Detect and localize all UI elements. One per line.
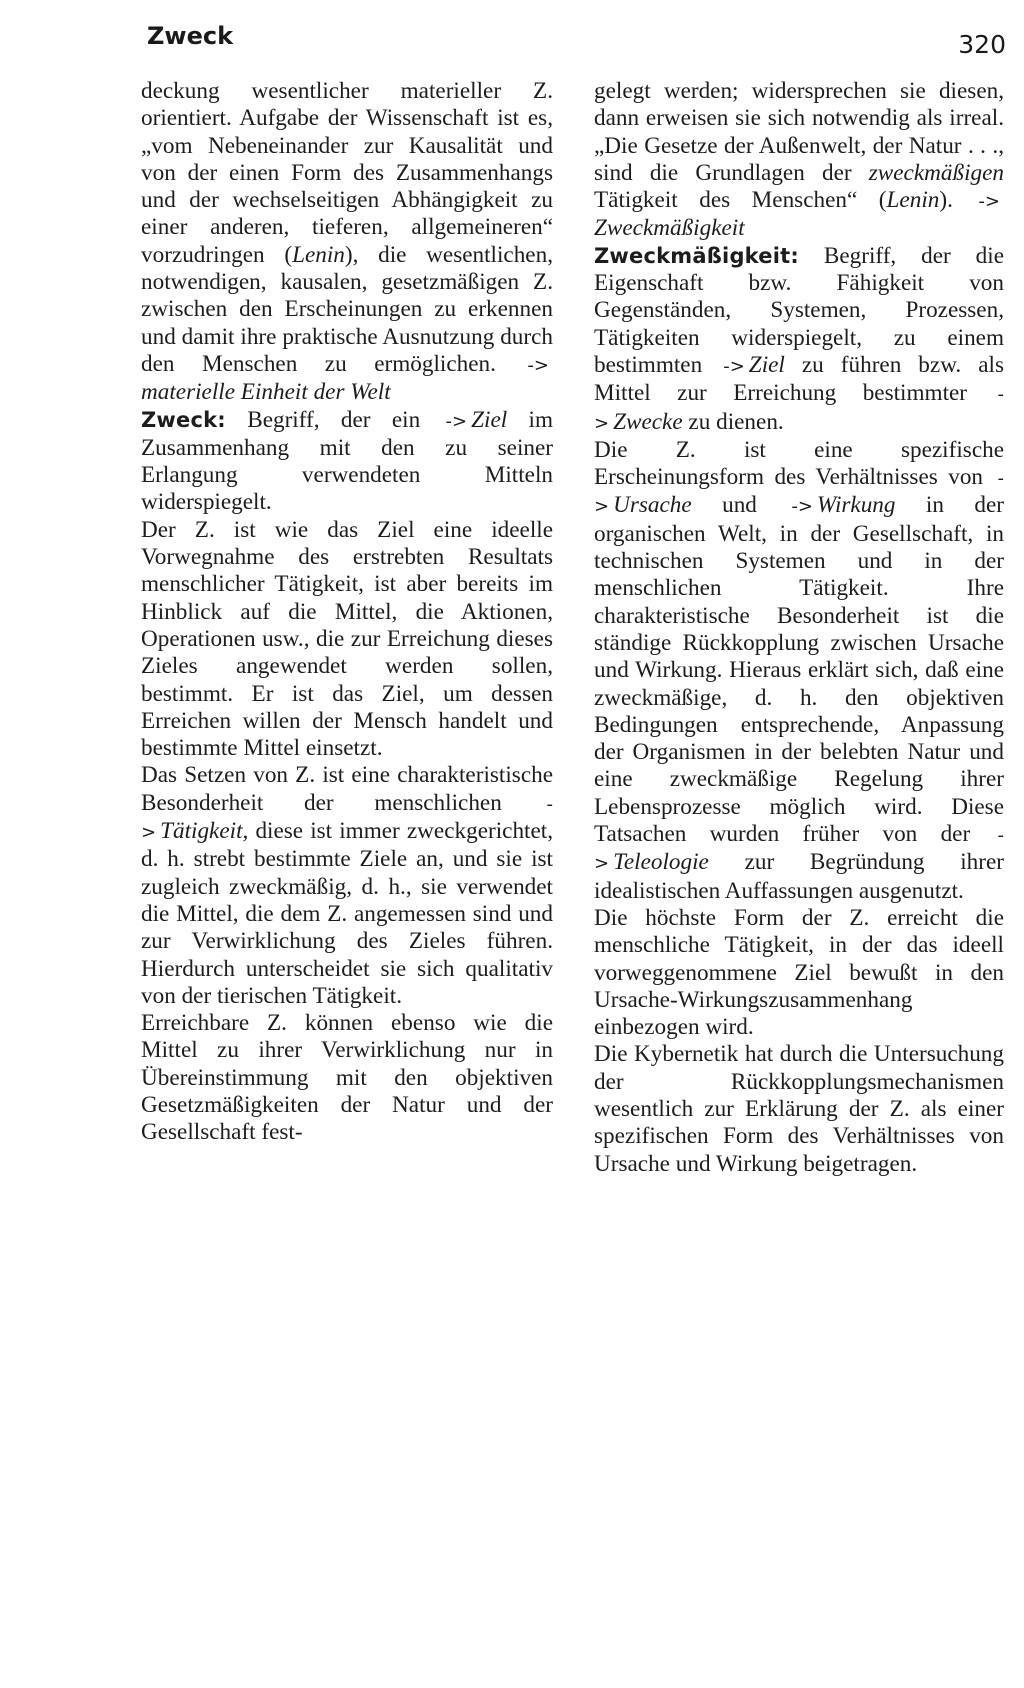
arrow-right-icon: -> <box>594 825 1004 875</box>
cross-reference-link[interactable]: Tätigkeit, <box>160 818 249 845</box>
paragraph: Erreichbare Z. können ebenso wie die Mittel zu ihrer Verwirklichung nur in Übereinstimmung mit den objektiven Gesetzmäßigkeiten der Natur und der Gesellschaft fest- <box>141 1010 553 1146</box>
cross-reference-link[interactable]: Wirkung <box>816 492 896 519</box>
arrow-right-icon: -> <box>594 384 1004 434</box>
right-column <box>594 78 1004 1178</box>
paragraph: Die Kybernetik hat durch die Untersuchung der Rückkopplungsmechanismen wesentlich zur Erklärung der Z. als einer spezifischen Form des Verhältnisses von Ursache und Wirkung beigetragen. <box>594 1041 1004 1177</box>
arrow-right-icon: -> <box>594 468 1004 518</box>
paragraph: Die höchste Form der Z. erreicht die menschliche Tätigkeit, in der das ideell vorweggenommene Ziel bewußt in den Ursache-Wirkungszusammenhang einbezogen wird. <box>594 904 1004 1041</box>
entry-term: Zweckmäßigkeit: <box>594 243 799 268</box>
running-head: Zweck <box>147 22 234 50</box>
arrow-right-icon: -> <box>978 191 1000 213</box>
paragraph: Der Z. ist wie das Ziel eine ideelle Vorwegnahme des erstrebten Resultats menschlicher Tätigkeit, ist aber bereits im Hinblick auf die Mittel, die Aktionen, Operationen usw., die zur Erreichung dieses Zieles angewendet werden sollen, bestimmt. Er ist das Ziel, um dessen Erreichen willen der Mensch handelt und bestimmte Mittel einsetzt. <box>141 516 553 762</box>
cross-reference-link[interactable]: Zweckmäßigkeit <box>594 215 745 242</box>
paragraph: Die Z. ist eine spezifische Erscheinungsform des Verhältnisses von -> Ursache und -> Wirkung in der organischen Welt, in der Gesellschaft, in technischen Systemen und in der menschlichen Tätigkeit. Ihre charakteristische Besonderheit ist die ständige Rückkopplung zwischen Ursache und Wirkung. Hieraus erklärt sich, daß eine zweckmäßige, d. h. den objektiven Bedingungen entsprechende, Anpassung der Organismen in der belebten Natur und eine zweckmäßige Regelung ihrer Lebensprozesse möglich wird. Diese Tatsachen wurden früher von der -> Teleologie zur Begründung ihrer idealistischen Auffassungen ausgenutzt. <box>594 436 1005 904</box>
arrow-right-icon: -> <box>791 496 813 518</box>
entry-zweckmaessigkeit: Zweckmäßigkeit: Begriff, der die Eigenschaft bzw. Fähigkeit von Gegenständen, Systemen, Prozessen, Tätigkeiten widerspiegelt, zu einem bestimmten -> Ziel zu führen bzw. als Mittel zur Erreichung bestimmter -> Zwecke zu dienen. <box>594 242 1004 435</box>
left-column <box>141 78 553 1147</box>
arrow-right-icon: -> <box>445 410 468 432</box>
entry-zweck: Zweck: Begriff, der ein -> Ziel im Zusammenhang mit den zu seiner Erlangung verwendeten Mitteln widerspiegelt. <box>141 406 554 516</box>
paragraph: Das Setzen von Z. ist eine charakteristische Besonderheit der menschlichen -> Tätigkeit, diese ist immer zweckgerichtet, d. h. strebt bestimmte Ziele an, und sie ist zugleich zweckmäßig, d. h., sie verwendet die Mittel, die dem Z. angemessen sind und zur Verwirklichung des Zieles führen. Hierdurch unterscheidet sie sich qualitativ von der tierischen Tätigkeit. <box>141 762 554 1009</box>
entry-term: Zweck: <box>141 407 226 432</box>
arrow-right-icon: -> <box>141 793 553 844</box>
cross-reference-link[interactable]: Ziel <box>748 351 785 378</box>
arrow-right-icon: -> <box>723 355 745 377</box>
page-number: 320 <box>958 30 1006 59</box>
arrow-right-icon: -> <box>527 354 549 376</box>
cross-reference-link[interactable]: materielle Einheit der Welt <box>141 379 391 406</box>
cross-reference-link[interactable]: Ursache <box>613 492 692 519</box>
cross-reference-link[interactable]: Teleologie <box>613 849 709 876</box>
continued-text: gelegt werden; widersprechen sie diesen, dann erweisen sie sich notwendig als irreal. „Die Gesetze der Außenwelt, der Natur . . ., sind die Grundlagen der zweckmäßigen Tätigkeit des Menschen“ (Lenin). -> Zweckmäßigkeit <box>594 78 1004 242</box>
cross-reference-link[interactable]: Ziel <box>471 406 508 433</box>
cross-reference-link[interactable]: Zwecke <box>613 408 683 435</box>
continued-text: deckung wesentlicher materieller Z. orientiert. Aufgabe der Wissenschaft ist es, „vom Nebeneinander zur Kausalität und von der einen Form des Zusammenhangs und der wechselseitigen Abhängigkeit zu einer anderen, tieferen, allgemeineren“ vorzudringen (Lenin), die wesentlichen, notwendigen, kausalen, gesetzmäßigen Z. zwischen den Erscheinungen zu erkennen und damit ihre praktische Ausnutzung durch den Menschen zu ermöglichen. -> materielle Einheit der Welt <box>141 78 553 406</box>
